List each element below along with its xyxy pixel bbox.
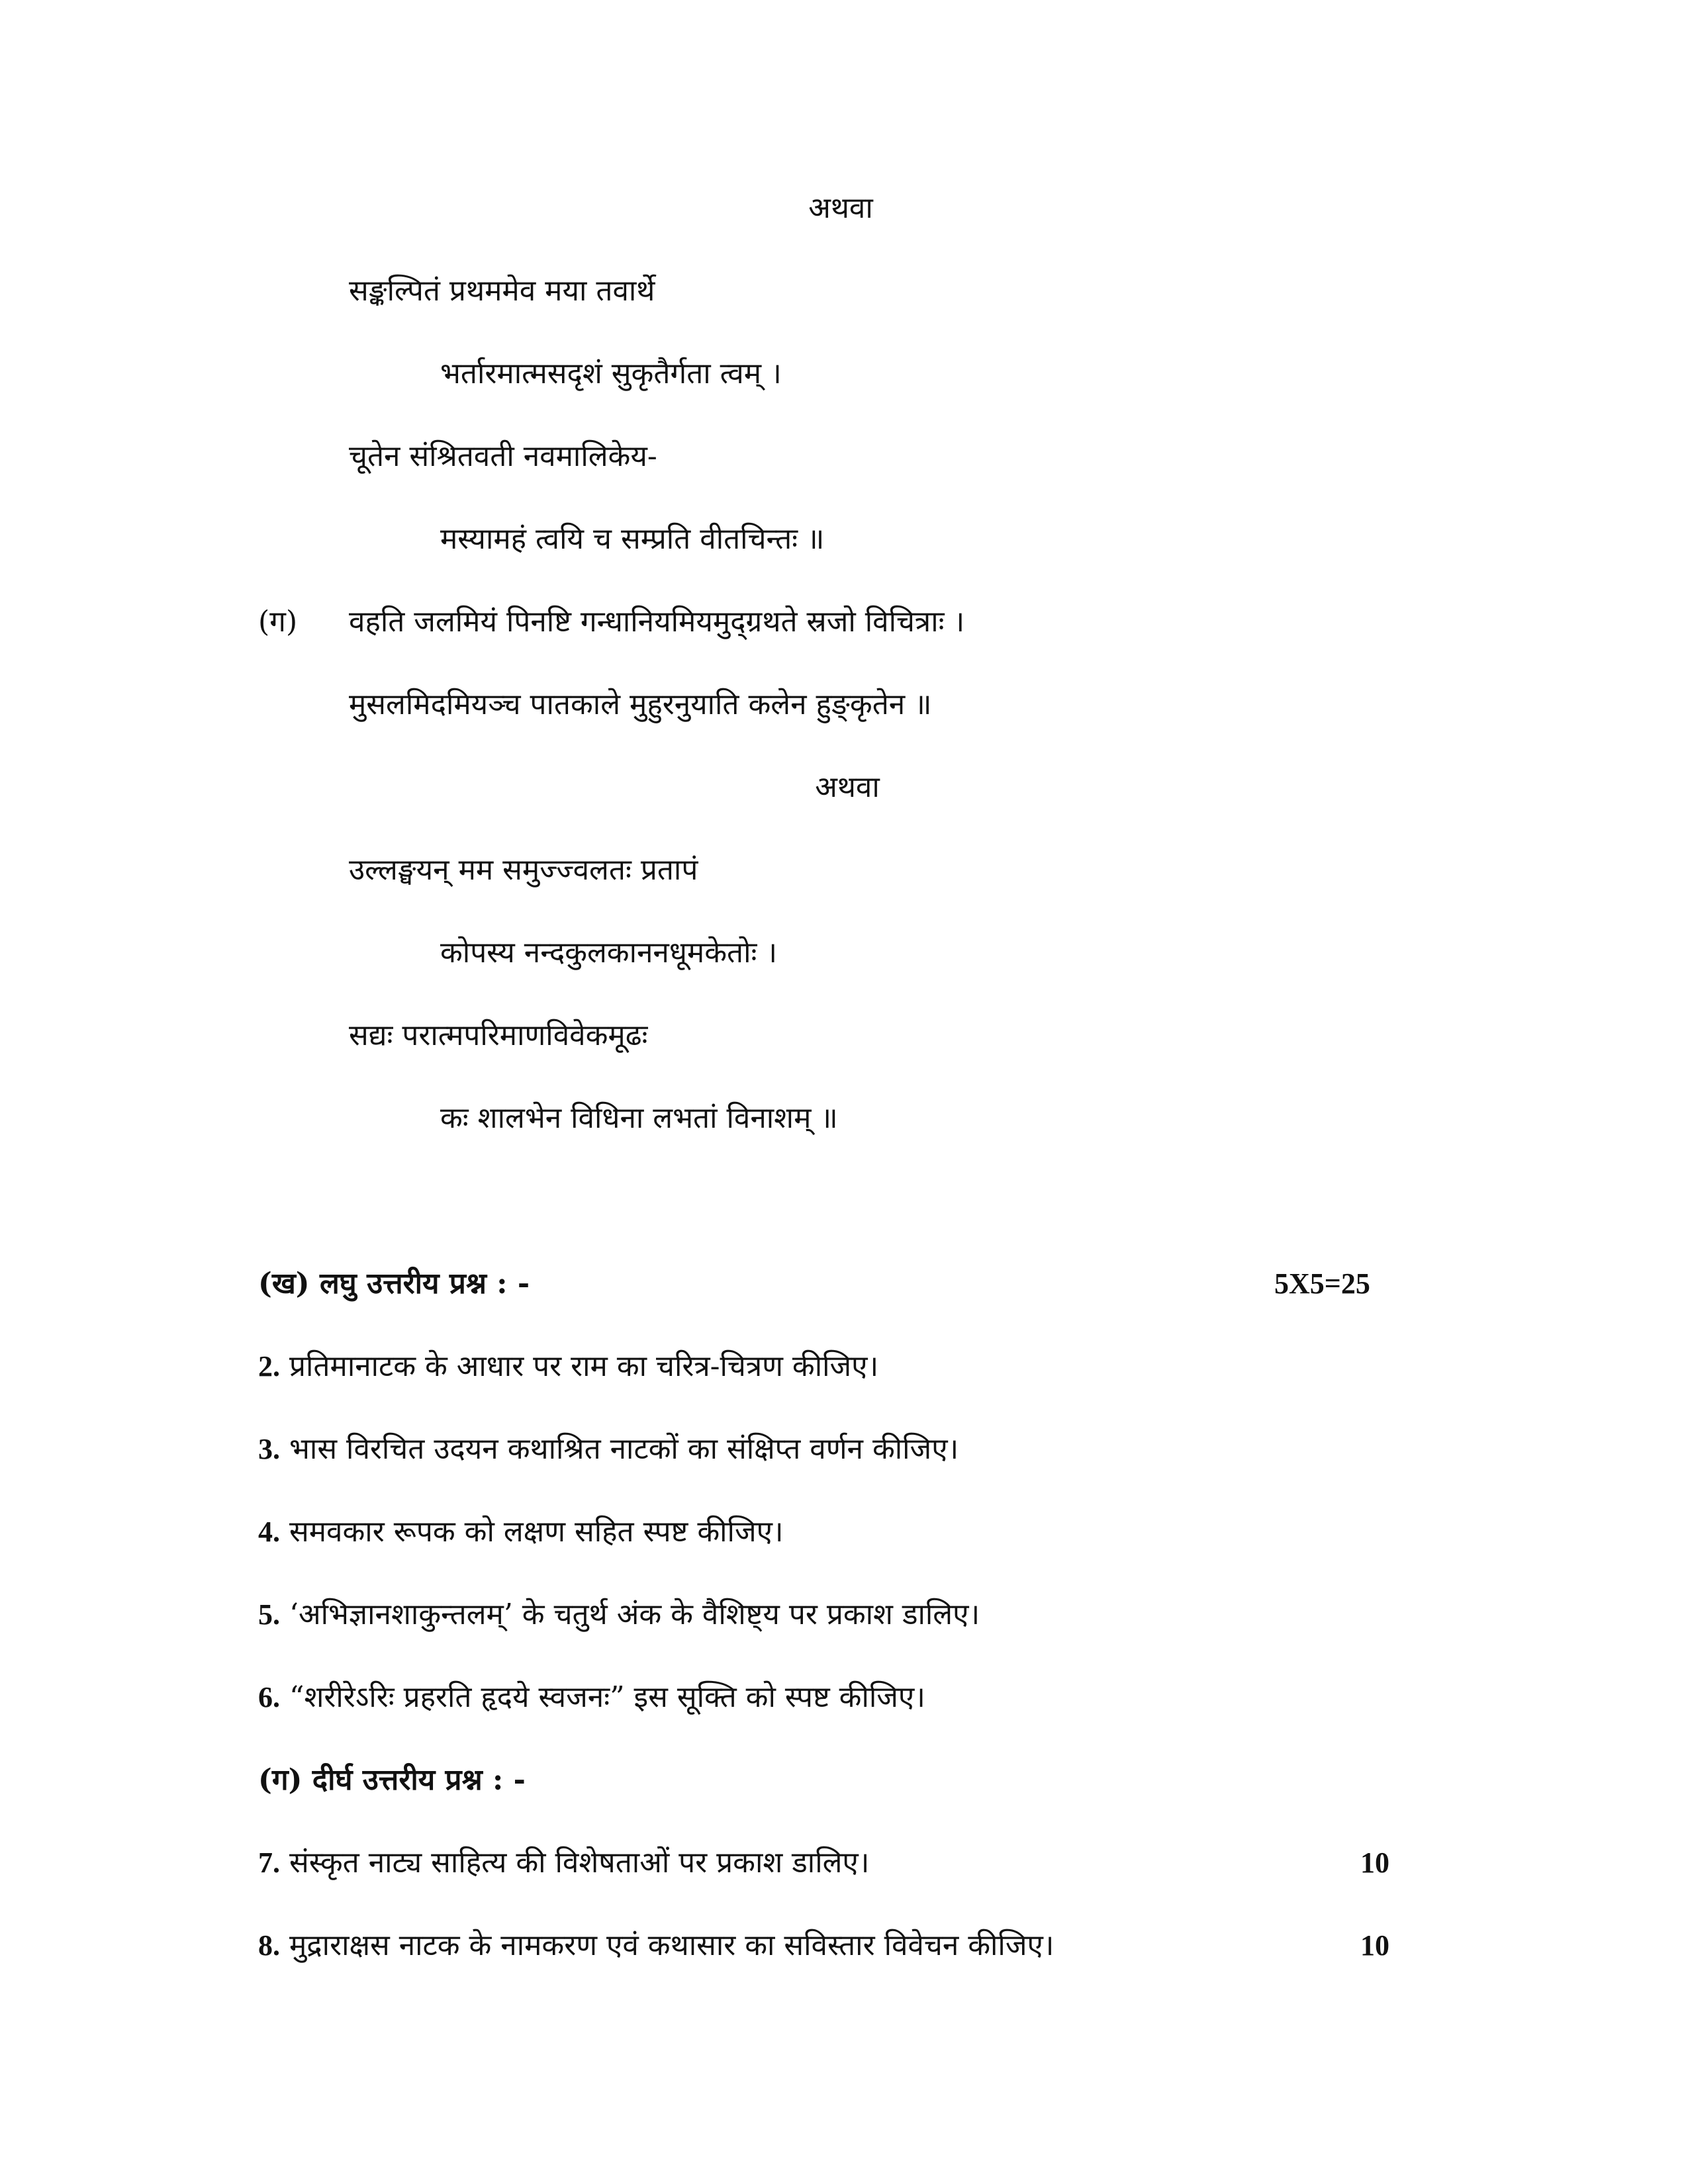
verse1-line2: भर्तारमात्मसदृशं सुकृतैर्गता त्वम् । xyxy=(440,357,782,390)
athava-divider-2: अथवा xyxy=(815,770,880,804)
question-8-marks: 10 xyxy=(1360,1929,1389,1962)
verse2-line2: मुसलमिदमियञ्च पातकाले मुहुरनुयाति कलेन हुङ्कृतेन ॥ xyxy=(349,688,932,721)
verse3-line2: कोपस्य नन्दकुलकाननधूमकेतोः । xyxy=(440,936,778,970)
question-number: 6. xyxy=(258,1681,280,1713)
question-8 xyxy=(258,1926,1054,1966)
question-number: 8. xyxy=(258,1929,280,1962)
verse3-line1: उल्लङ्घयन् मम समुज्ज्वलतः प्रतापं xyxy=(349,853,698,887)
question-text: प्रतिमानाटक के आधार पर राम का चरित्र-चित्रण कीजिए। xyxy=(289,1349,879,1383)
question-number: 7. xyxy=(258,1846,280,1879)
verse1-line4: मस्यामहं त्वयि च सम्प्रति वीतचिन्तः ॥ xyxy=(440,522,825,556)
short-answer-heading: (ख) लघु उत्तरीय प्रश्न : - xyxy=(258,1267,530,1300)
verse2-line1: वहति जलमियं पिनष्टि गन्धानियमियमुद्ग्रथते स्रजो विचित्राः । xyxy=(349,605,965,639)
question-number: 2. xyxy=(258,1350,280,1383)
short-answer-marks: 5X5=25 xyxy=(1274,1267,1370,1300)
question-label-ga: (ग) xyxy=(258,605,298,639)
question-text: मुद्राराक्षस नाटक के नामकरण एवं कथासार का सविस्तार विवेचन कीजिए। xyxy=(289,1929,1055,1962)
question-text: भास विरचित उदयन कथाश्रित नाटकों का संक्षिप्त वर्णन कीजिए। xyxy=(289,1432,959,1466)
question-text: संस्कृत नाट्य साहित्य की विशेषताओं पर प्रकाश डालिए। xyxy=(289,1846,870,1880)
question-number: 5. xyxy=(258,1598,280,1631)
question-7 xyxy=(258,1843,869,1883)
question-2 xyxy=(258,1347,878,1387)
question-5 xyxy=(258,1595,980,1635)
long-answer-heading: (ग) दीर्घ उत्तरीय प्रश्न : - xyxy=(258,1763,526,1797)
athava-divider-1: अथवा xyxy=(808,191,873,225)
verse3-line3: सद्यः परात्मपरिमाणविवेकमूढः xyxy=(349,1019,648,1052)
verse1-line3: चूतेन संश्रितवती नवमालिकेय- xyxy=(349,439,657,473)
question-7-marks: 10 xyxy=(1360,1846,1389,1879)
question-number: 4. xyxy=(258,1516,280,1548)
question-3 xyxy=(258,1430,959,1469)
question-text: समवकार रूपक को लक्षण सहित स्पष्ट कीजिए। xyxy=(289,1515,784,1549)
question-6 xyxy=(258,1678,925,1717)
question-text: “शरीरेऽरिः प्रहरति हृदये स्वजनः” इस सूक्ति को स्पष्ट कीजिए। xyxy=(289,1680,925,1714)
verse3-line4: कः शालभेन विधिना लभतां विनाशम् ॥ xyxy=(440,1101,838,1135)
question-4 xyxy=(258,1512,784,1552)
verse1-line1: सङ्कल्पितं प्रथममेव मया तवार्थे xyxy=(349,274,655,308)
question-number: 3. xyxy=(258,1433,280,1465)
question-text: ‘अभिज्ञानशाकुन्तलम्’ के चतुर्थ अंक के वैशिष्ट्य पर प्रकाश डालिए। xyxy=(289,1598,980,1631)
